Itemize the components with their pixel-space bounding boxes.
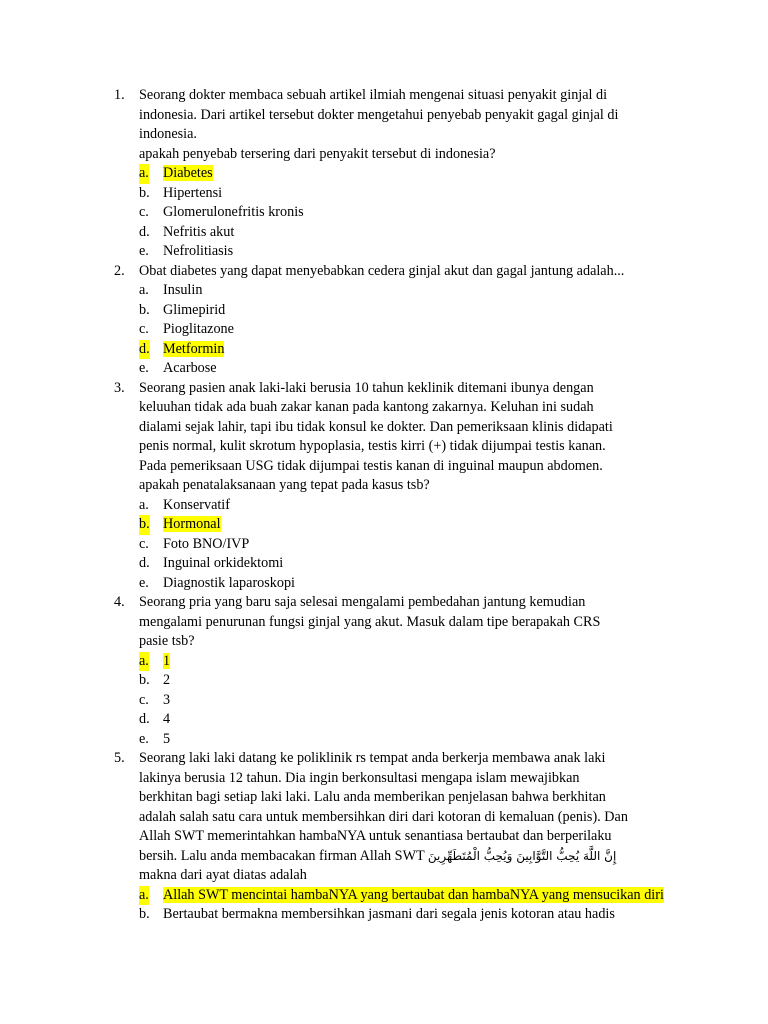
option-text: Glomerulonefritis kronis xyxy=(163,204,304,220)
option-text: 5 xyxy=(163,730,171,747)
option xyxy=(139,359,674,379)
option xyxy=(139,905,674,925)
option-text: Foto BNO/IVP xyxy=(163,535,250,552)
option xyxy=(139,535,674,555)
option-letter: a. xyxy=(139,496,149,513)
option-letter: b. xyxy=(139,672,150,688)
option-text: Diabetes xyxy=(163,165,213,181)
option-letter: e. xyxy=(139,730,149,747)
option-list xyxy=(139,496,674,594)
option-list xyxy=(139,164,674,262)
option-text: Glimepirid xyxy=(163,301,226,318)
verse-intro: bersih. Lalu anda membacakan firman Allah SWT xyxy=(139,847,428,864)
option-letter: d. xyxy=(139,223,150,240)
question-text-line: Allah SWT memerintahkan hambaNYA untuk senantiasa bertaubat dan berperilaku xyxy=(139,828,612,844)
option-letter: c. xyxy=(139,321,149,337)
option-letter: c. xyxy=(139,691,149,708)
option-letter: b. xyxy=(139,184,150,201)
question-text-line: penis normal, kulit skrotum hypoplasia, testis kirri (+) tidak dijumpai testis kanan. xyxy=(139,438,606,454)
option xyxy=(139,574,674,594)
quran-verse-arabic: إِنَّ اللَّهَ يُحِبُّ التَّوَّابِينَ وَيُحِبُّ الْمُتَطَهِّرِينَ xyxy=(427,848,617,863)
question-text-line: Pada pemeriksaan USG tidak dijumpai testis kanan di inguinal maupun abdomen. xyxy=(139,457,603,474)
question-3 xyxy=(114,379,674,594)
question-5 xyxy=(114,749,674,925)
option-text: Metformin xyxy=(163,340,225,357)
question-2 xyxy=(114,262,674,379)
option-letter: a. xyxy=(139,886,149,906)
option-letter: e. xyxy=(139,574,149,591)
option-text: Insulin xyxy=(163,282,203,298)
option-text: 1 xyxy=(163,652,171,669)
question-number: 2. xyxy=(114,262,125,279)
option-text: 3 xyxy=(163,691,171,708)
question-text-line: apakah penyebab tersering dari penyakit tersebut di indonesia? xyxy=(139,145,496,162)
question-text-line: Seorang dokter membaca sebuah artikel ilmiah mengenai situasi penyakit ginjal di xyxy=(139,87,608,103)
option xyxy=(139,554,674,574)
option-text: Nefritis akut xyxy=(163,223,235,240)
option-answer-highlighted xyxy=(139,515,674,535)
question-4 xyxy=(114,593,674,749)
option-answer-highlighted xyxy=(139,886,674,906)
option xyxy=(139,223,674,243)
question-number: 4. xyxy=(114,594,125,610)
option-letter: e. xyxy=(139,243,149,259)
option-letter: b. xyxy=(139,906,150,922)
option xyxy=(139,710,674,730)
question-text-line: Seorang laki laki datang ke poliklinik rs tempat anda berkerja membawa anak laki xyxy=(139,750,606,766)
option-text: Diagnostik laparoskopi xyxy=(163,574,296,591)
question-number: 5. xyxy=(114,750,125,766)
option-letter: d. xyxy=(139,340,150,360)
option-list xyxy=(139,281,674,379)
question-text-line: pasie tsb? xyxy=(139,633,195,649)
question-text-line: Obat diabetes yang dapat menyebabkan cedera ginjal akut dan gagal jantung adalah... xyxy=(139,262,625,279)
question-text-line: apakah penatalaksanaan yang tepat pada kasus tsb? xyxy=(139,477,430,493)
option-letter: d. xyxy=(139,711,150,727)
question-number: 3. xyxy=(114,379,125,396)
option-text: Inguinal orkidektomi xyxy=(163,555,284,571)
option xyxy=(139,671,674,691)
question-text-line: Seorang pria yang baru saja selesai mengalami pembedahan jantung kemudian xyxy=(139,594,586,610)
question-text-line: indonesia. xyxy=(139,126,197,142)
option-text: Nefrolitiasis xyxy=(163,243,234,259)
option-letter: c. xyxy=(139,204,149,220)
option-text: Hormonal xyxy=(163,516,221,532)
option-letter: e. xyxy=(139,360,149,376)
option-text: Hipertensi xyxy=(163,184,223,201)
option xyxy=(139,730,674,750)
question-text-line: indonesia. Dari artikel tersebut dokter mengetahui penyebab penyakit gagal ginjal di xyxy=(139,106,619,123)
option xyxy=(139,496,674,516)
question-1 xyxy=(114,86,674,262)
question-number: 1. xyxy=(114,87,125,103)
option xyxy=(139,691,674,711)
option-list xyxy=(139,652,674,750)
option-letter: d. xyxy=(139,555,150,571)
option-answer-highlighted xyxy=(139,652,674,672)
option-letter: a. xyxy=(139,282,149,298)
option-list xyxy=(139,886,674,925)
question-text-line: mengalami penurunan fungsi ginjal yang akut. Masuk dalam tipe berapakah CRS xyxy=(139,613,601,630)
question-text-line: dialami sejak lahir, tapi ibu tidak konsul ke dokter. Dan pemeriksaan klinis didapati xyxy=(139,418,613,435)
option-text: Acarbose xyxy=(163,360,217,376)
option xyxy=(139,320,674,340)
option-answer-highlighted xyxy=(139,340,674,360)
option xyxy=(139,301,674,321)
option-letter: a. xyxy=(139,164,149,184)
question-text-line xyxy=(139,847,674,867)
option-letter: c. xyxy=(139,535,149,552)
question-text-line: adalah salah satu cara untuk membersihkan diri dari kotoran di kemaluan (penis). Dan xyxy=(139,808,628,825)
option xyxy=(139,203,674,223)
option-answer-highlighted xyxy=(139,164,674,184)
option-text: Bertaubat bermakna membersihkan jasmani dari segala jenis kotoran atau hadis xyxy=(163,906,615,922)
option-letter: b. xyxy=(139,515,150,535)
option xyxy=(139,184,674,204)
question-text-line: lakinya berusia 12 tahun. Dia ingin berkonsultasi mengapa islam mewajibkan xyxy=(139,769,580,786)
question-list xyxy=(114,86,674,925)
question-text-line: keluuhan tidak ada buah zakar kanan pada kantong zakarnya. Keluhan ini sudah xyxy=(139,399,594,415)
option-letter: b. xyxy=(139,301,150,318)
option-text: Allah SWT mencintai hambaNYA yang bertaubat dan hambaNYA yang mensucikan diri xyxy=(163,886,664,903)
question-text-line: makna dari ayat diatas adalah xyxy=(139,867,307,883)
option-text: Konservatif xyxy=(163,496,230,513)
question-text-line: Seorang pasien anak laki-laki berusia 10 tahun keklinik ditemani ibunya dengan xyxy=(139,379,594,396)
option-text: 4 xyxy=(163,711,171,727)
question-text-line: berkhitan bagi setiap laki laki. Lalu anda memberikan penjelasan bahwa berkhitan xyxy=(139,789,606,805)
option-text: Pioglitazone xyxy=(163,321,234,337)
option xyxy=(139,281,674,301)
option-text: 2 xyxy=(163,672,171,688)
option-letter: a. xyxy=(139,652,149,672)
option xyxy=(139,242,674,262)
